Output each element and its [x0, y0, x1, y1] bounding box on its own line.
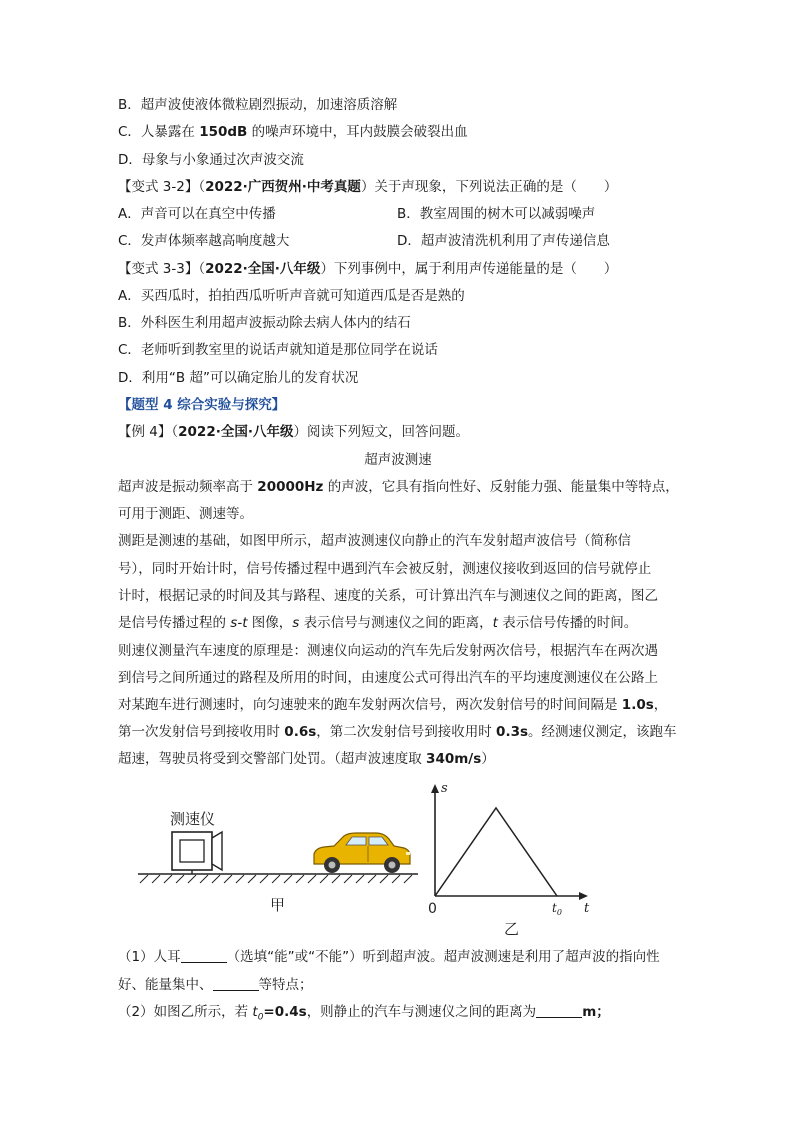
- passage-line-3: 测距是测速的基础，如图甲所示，超声波测速仪向静止的汽车发射超声波信号（简称信: [118, 533, 631, 549]
- passage-line-6: 是信号传播过程的 s-t 图像，s 表示信号与测速仪之间的距离，t 表示信号传播的时间。: [118, 615, 638, 631]
- variant-3-3-option-c: C．老师听到教室里的说话声就知道是那位同学在说话: [118, 342, 438, 358]
- axis-t-label: t: [584, 901, 590, 916]
- variant-3-3-option-d: D．利用“B 超”可以确定胎儿的发育状况: [118, 370, 359, 386]
- car-icon: [314, 833, 410, 873]
- passage-line-5: 计时，根据记录的时间及其与路程、速度的关系，可计算出汽车与测速仪之间的距离，图乙: [118, 588, 658, 604]
- speed-detector-device: [172, 832, 222, 874]
- st-graph: [431, 784, 588, 900]
- section-heading-type4: 【题型 4 综合实验与探究】: [118, 397, 286, 413]
- left-caption: 甲: [270, 896, 286, 914]
- device-label: 测速仪: [170, 810, 216, 828]
- answer-blank-3[interactable]: [536, 1003, 582, 1018]
- right-caption: 乙: [504, 920, 520, 938]
- figure-svg: [130, 778, 600, 948]
- passage-line-7: 则速仪测量汽车速度的原理是：测速仪向运动的汽车先后发射两次信号，根据汽车在两次遇: [118, 643, 658, 659]
- question-2-line: （2）如图乙所示，若 $t_0=0.4s$，则静止的汽车与测速仪之间的距离为 m；: [118, 1004, 610, 1023]
- question-1-line-1: （1）人耳 （选填“能”或“不能”）听到超声波。超声波测速是利用了超声波的指向性: [118, 949, 660, 965]
- question-1-line-2: 好、能量集中、 等特点；: [118, 977, 313, 993]
- t0-label: $t_0$: [552, 901, 562, 917]
- passage-title: 超声波测速: [364, 452, 432, 468]
- variant-3-3-option-a: A．买西瓜时，拍拍西瓜听听声音就可知道西瓜是否是熟的: [118, 288, 465, 304]
- option-b-line: B．超声波使液体微粒剧烈振动，加速溶质溶解: [118, 97, 398, 113]
- answer-blank-1[interactable]: [181, 948, 227, 963]
- origin-label: 0: [428, 901, 437, 917]
- variant-3-2-options-cd: C．发声体频率越高响度越大 D．超声波清洗机利用了声传递信息: [118, 233, 610, 249]
- passage-line-11: 超速，驾驶员将受到交警部门处罚。（超声波速度取 340m/s）: [118, 751, 495, 767]
- answer-blank-2[interactable]: [213, 976, 259, 991]
- passage-line-8: 到信号之间所通过的路程及所用的时间，由速度公式可得出汽车的平均速度测速仪在公路上: [118, 670, 658, 686]
- variant-3-3-heading: 【变式 3-3】（2022·全国·八年级）下列事例中，属于利用声传递能量的是（ ）: [118, 261, 618, 277]
- option-d-line: D．母象与小象通过次声波交流: [118, 152, 304, 168]
- variant-3-3-option-b: B．外科医生利用超声波振动除去病人体内的结石: [118, 315, 411, 331]
- option-c-line: C．人暴露在 150dB 的噪声环境中，耳内鼓膜会破裂出血: [118, 124, 468, 140]
- figure-panel: [130, 778, 600, 948]
- passage-line-4: 号），同时开始计时，信号传播过程中遇到汽车会被反射，测速仪接收到返回的信号就停止: [118, 561, 652, 577]
- ground-hatch: [138, 874, 418, 883]
- axis-s-label: s: [441, 781, 448, 796]
- variant-3-2-heading: 【变式 3-2】（2022·广西贺州·中考真题）关于声现象，下列说法正确的是（ ）: [118, 179, 618, 195]
- example-4-heading: 【例 4】（2022·全国·八年级）阅读下列短文，回答问题。: [118, 424, 469, 440]
- variant-3-2-options-ab: A．声音可以在真空中传播 B．教室周围的树木可以减弱噪声: [118, 206, 596, 222]
- passage-line-9: 对某跑车进行测速时，向匀速驶来的跑车发射两次信号，两次发射信号的时间间隔是 1.0s，: [118, 697, 668, 713]
- passage-line-1: 超声波是振动频率高于 20000Hz 的声波，它具有指向性好、反射能力强、能量集中等特点，: [118, 479, 679, 495]
- passage-line-10: 第一次发射信号到接收用时 0.6s，第二次发射信号到接收用时 0.3s。经测速仪测定，该跑车: [118, 724, 677, 740]
- passage-line-2: 可用于测距、测速等。: [118, 506, 253, 522]
